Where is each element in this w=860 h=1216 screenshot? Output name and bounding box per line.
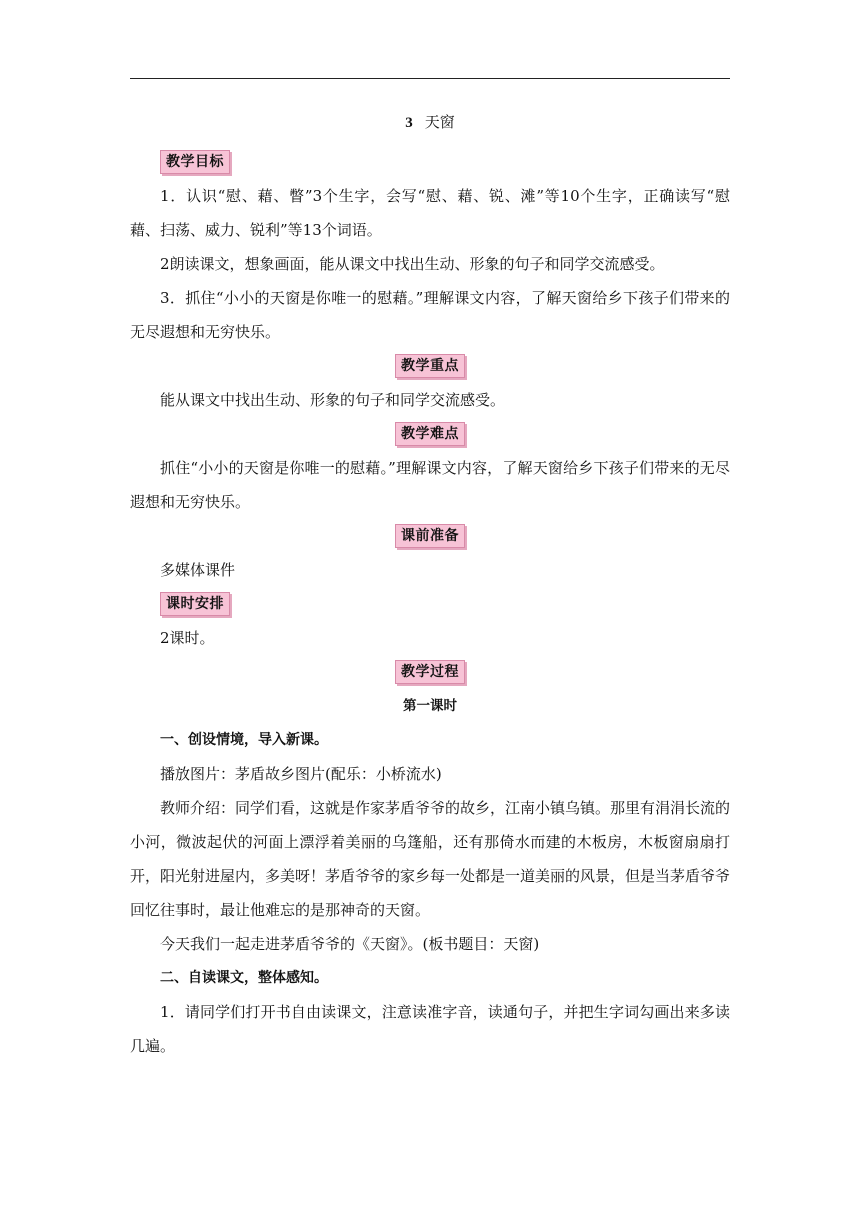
step2-title: 二、自读课文，整体感知。 <box>160 970 328 986</box>
goals-tag: 教学目标 <box>160 150 230 174</box>
step1-paragraph-2: 教师介绍：同学们看，这就是作家茅盾爷爷的故乡，江南小镇乌镇。那里有涓涓长流的小河，微波起伏的河面上漂浮着美丽的乌篷船，还有那倚水而建的木板房，木板窗扇扇打开，阳光射进屋内，多美呀！茅盾爷爷的家乡每一处都是一道美丽的风景，但是当茅盾爷爷回忆往事时，最让他难忘的是那神奇的天窗。 <box>130 799 731 919</box>
prep-tag: 课前准备 <box>395 524 465 548</box>
lesson-title <box>130 108 730 137</box>
schedule-text: 2课时。 <box>160 629 215 647</box>
document-body <box>130 108 730 1063</box>
lesson-label: 第一课时 <box>403 698 457 714</box>
step1-title: 一、创设情境，导入新课。 <box>160 732 328 748</box>
prep-heading <box>130 521 730 549</box>
lesson-number: 3 <box>405 115 413 131</box>
goal-1: 1．认识“慰、藉、瞥”3个生字，会写“慰、藉、锐、滩”等10个生字，正确读写“慰藉、扫荡、威力、锐利”等13个词语。 <box>130 187 730 239</box>
goal-2: 2朗读课文，想象画面，能从课文中找出生动、形象的句子和同学交流感受。 <box>160 255 665 273</box>
prep-text: 多媒体课件 <box>160 561 236 579</box>
key-heading <box>130 351 730 379</box>
key-text: 能从课文中找出生动、形象的句子和同学交流感受。 <box>160 391 506 409</box>
difficult-tag: 教学难点 <box>395 422 465 446</box>
difficult-heading <box>130 419 730 447</box>
step1-paragraph-1: 播放图片：茅盾故乡图片(配乐：小桥流水) <box>160 765 442 783</box>
key-tag: 教学重点 <box>395 354 465 378</box>
header-rule <box>130 78 730 79</box>
process-tag: 教学过程 <box>395 660 465 684</box>
schedule-tag: 课时安排 <box>160 592 230 616</box>
lesson-title-text: 天窗 <box>424 113 455 131</box>
difficult-text: 抓住“小小的天窗是你唯一的慰藉。”理解课文内容，了解天窗给乡下孩子们带来的无尽遐想和无穷快乐。 <box>130 459 730 511</box>
process-heading <box>130 657 730 685</box>
goals-heading <box>130 147 730 175</box>
goal-3: 3．抓住“小小的天窗是你唯一的慰藉。”理解课文内容，了解天窗给乡下孩子们带来的无尽遐想和无穷快乐。 <box>130 289 730 341</box>
step1-paragraph-3: 今天我们一起走进茅盾爷爷的《天窗》。(板书题目：天窗) <box>160 935 540 953</box>
step2-paragraph-1: 1．请同学们打开书自由读课文，注意读准字音，读通句子，并把生字词勾画出来多读几遍。 <box>130 1003 730 1055</box>
schedule-heading <box>130 589 730 617</box>
